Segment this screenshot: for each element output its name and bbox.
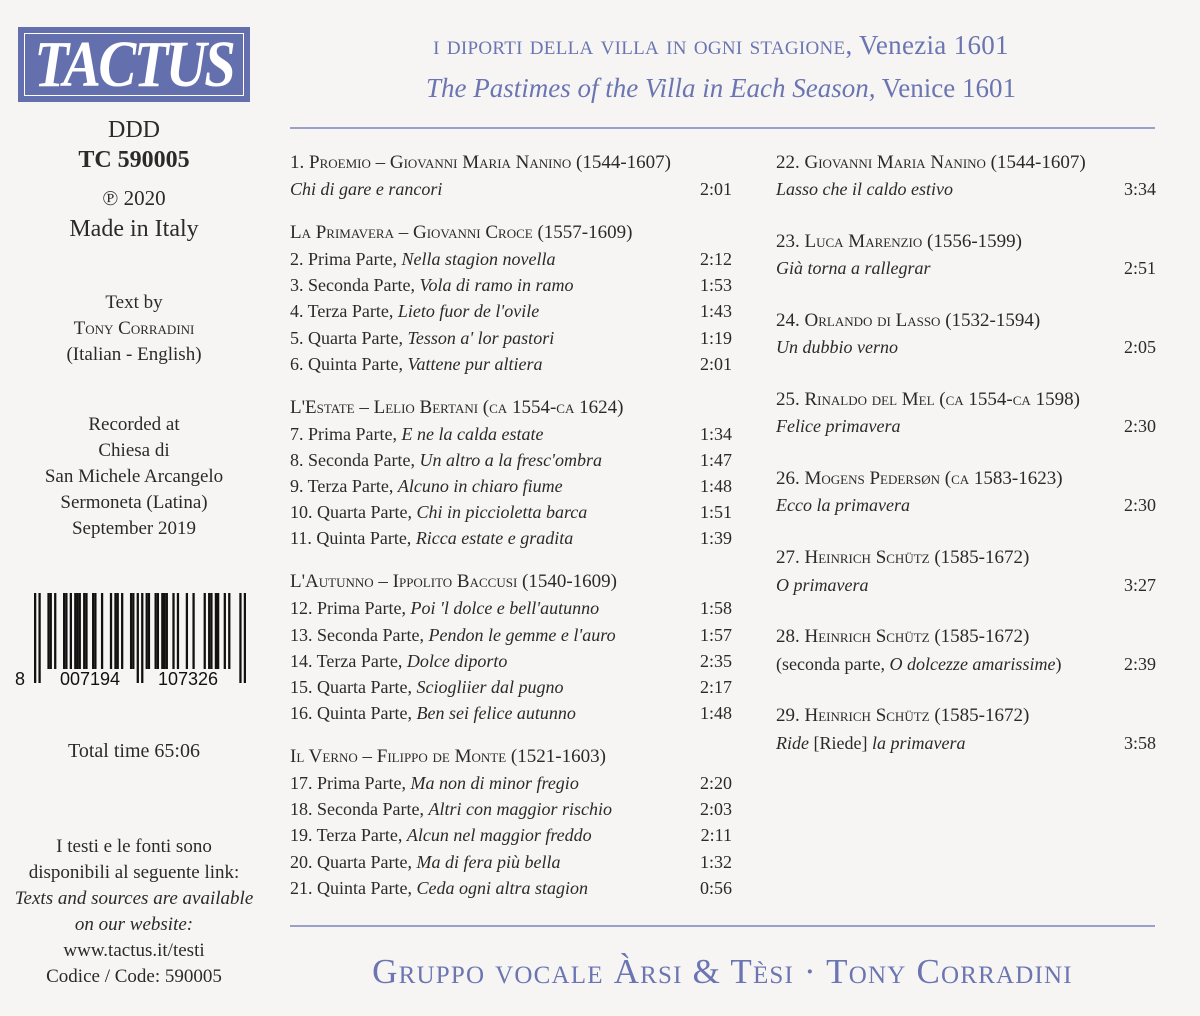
- track-row: [290, 176, 732, 202]
- track-group: [776, 150, 1156, 202]
- track-row: [290, 447, 732, 473]
- barcode-bar: [94, 593, 96, 669]
- track-title: E ne la calda estate: [401, 423, 544, 444]
- track-row: [776, 492, 1156, 518]
- track-duration: 2:17: [699, 676, 732, 697]
- barcode-bar: [79, 593, 81, 669]
- tactus-logo: [18, 27, 250, 102]
- track-duration: 3:58: [1123, 732, 1156, 753]
- code: Codice / Code: 590005: [46, 966, 222, 987]
- track-group: [290, 569, 732, 726]
- links-line-en: on our website:: [74, 914, 194, 935]
- barcode-bar: [110, 593, 112, 669]
- barcode-bar: [228, 593, 230, 669]
- tracklist-left: [290, 150, 732, 918]
- track-row: [290, 421, 732, 447]
- barcode-bar: [47, 593, 49, 669]
- barcode-bar: [141, 593, 143, 683]
- left-column: [0, 0, 268, 1016]
- total-time: Total time 65:06: [68, 740, 200, 762]
- track-title: Ecco la primavera: [776, 495, 910, 516]
- group-header: 26. Mogens Pedersøn (ca 1583-1623): [776, 468, 1063, 490]
- track-row: [290, 325, 732, 351]
- track-row: [776, 730, 1156, 756]
- barcode-bar: [186, 593, 188, 669]
- group-header: 22. Giovanni Maria Nanino (1544-1607): [776, 152, 1086, 173]
- barcode-bar: [114, 593, 116, 669]
- track-title: Ben sei felice autunno: [416, 703, 576, 724]
- track-row: [776, 255, 1156, 281]
- track-row: [290, 499, 732, 525]
- track-part: 3. Seconda Parte,: [290, 275, 420, 296]
- track-row: [290, 351, 732, 377]
- track-part: 6. Quinta Parte,: [290, 353, 408, 374]
- track-duration: 2:01: [699, 353, 732, 374]
- track-duration: 1:32: [699, 851, 732, 872]
- barcode-bar: [166, 593, 168, 669]
- barcode-bar: [177, 593, 179, 669]
- track-row: [776, 176, 1156, 202]
- logo-wordmark: TACTUS: [34, 27, 234, 101]
- track-suffix: la primavera: [867, 732, 966, 753]
- track-part: Ride: [776, 732, 814, 753]
- links-line-en: Texts and sources are available: [14, 888, 254, 909]
- track-duration: 2:30: [1123, 495, 1156, 516]
- track-row: [776, 334, 1156, 360]
- recorded-line: Sermoneta (Latina): [60, 492, 208, 513]
- format-label: DDD: [108, 117, 160, 143]
- track-title: Ricca estate e gradita: [415, 528, 574, 549]
- track-duration: 2:35: [699, 650, 732, 671]
- group-header: La Primavera – Giovanni Croce (1557-1609): [290, 221, 633, 243]
- track-row: [776, 413, 1156, 439]
- track-title: Già torna a rallegrar: [776, 258, 931, 279]
- track-duration: 1:58: [699, 598, 732, 619]
- recorded-line: San Michele Arcangelo: [44, 466, 224, 487]
- track-duration: 1:48: [699, 703, 732, 724]
- track-duration: 0:56: [699, 877, 732, 898]
- track-title: Pendon le gemme e l'auro: [428, 624, 616, 645]
- track-duration: 2:05: [1123, 337, 1156, 358]
- track-row: [290, 622, 732, 648]
- track-group: [776, 624, 1156, 676]
- group-header: 24. Orlando di Lasso (1532-1594): [776, 310, 1041, 332]
- track-part: 8. Seconda Parte,: [290, 449, 420, 470]
- group-header: Il Verno – Filippo de Monte (1521-1603): [290, 745, 606, 767]
- barcode-bar: [217, 593, 219, 669]
- track-duration: 2:30: [1123, 416, 1156, 437]
- origin: Made in Italy: [69, 216, 199, 242]
- track-title: Un altro a la fresc'ombra: [419, 449, 602, 470]
- track-row: [290, 822, 732, 848]
- track-part: 21. Quinta Parte,: [290, 877, 417, 898]
- barcode-bar: [50, 593, 52, 669]
- track-part: 17. Prima Parte,: [290, 772, 411, 793]
- track-title: Un dubbio verno: [776, 337, 898, 358]
- track-duration: 1:19: [699, 327, 732, 348]
- barcode-bar: [92, 593, 94, 669]
- track-group: [290, 220, 732, 377]
- title-italian-place: , Venezia 1601: [845, 30, 1009, 60]
- website-link[interactable]: www.tactus.it/testi: [63, 940, 205, 961]
- track-row: [776, 651, 1156, 677]
- barcode-bar: [117, 593, 119, 669]
- track-title: Ma di fera più bella: [416, 851, 561, 872]
- barcode-bar: [163, 593, 165, 669]
- barcode-bar: [192, 593, 194, 669]
- barcode-bar: [155, 593, 157, 669]
- track-duration: 3:27: [1123, 574, 1156, 595]
- barcode-bar: [54, 593, 56, 669]
- tracklist-right: [776, 150, 1156, 783]
- barcode-bar: [65, 593, 67, 669]
- track-group: [776, 387, 1156, 439]
- barcode-bar: [204, 593, 206, 669]
- barcode-bar: [70, 593, 72, 669]
- track-part: (seconda parte,: [776, 653, 890, 674]
- track-title: Ceda ogni altra stagion: [416, 877, 588, 898]
- title-italian-main: i diporti della villa in ogni stagione: [433, 30, 846, 60]
- barcode-bar: [76, 593, 78, 669]
- track-row: [290, 473, 732, 499]
- track-title: O dolcezze amarissime: [889, 653, 1056, 674]
- track-part: 9. Terza Parte,: [290, 476, 398, 497]
- track-title: Alcuno in chiaro fiume: [397, 476, 563, 497]
- barcode-bar: [85, 593, 87, 669]
- track-row: [290, 595, 732, 621]
- track-duration: 1:53: [699, 275, 732, 296]
- track-duration: 2:12: [699, 249, 732, 270]
- barcode-bar: [34, 593, 36, 683]
- barcode-bar: [224, 593, 226, 669]
- track-part: 2. Prima Parte,: [290, 249, 402, 270]
- track-group: [290, 395, 732, 552]
- text-by-lang: (Italian - English): [66, 344, 202, 365]
- track-group: [776, 545, 1156, 597]
- track-row: [290, 272, 732, 298]
- barcode-bar: [210, 593, 212, 669]
- track-duration: 1:39: [699, 528, 732, 549]
- track-duration: 2:39: [1123, 653, 1156, 674]
- track-duration: 2:20: [699, 772, 732, 793]
- track-part: 19. Terza Parte,: [290, 825, 407, 846]
- title-english-main: The Pastimes of the Villa in Each Season,: [426, 73, 876, 103]
- barcode-bar: [208, 593, 210, 669]
- track-part: 14. Terza Parte,: [290, 650, 407, 671]
- barcode-digits-first: 8: [14, 669, 26, 689]
- track-group: [776, 229, 1156, 281]
- track-title: Chi in piccioletta barca: [416, 502, 588, 523]
- track-duration: 1:48: [699, 476, 732, 497]
- performers: Gruppo vocale Àrsi & Tèsi · Tony Corradini: [372, 952, 1073, 991]
- track-duration: 1:57: [699, 624, 732, 645]
- group-header: 29. Heinrich Schütz (1585-1672): [776, 705, 1030, 727]
- recorded-line: Chiesa di: [98, 440, 170, 461]
- track-row: [290, 298, 732, 324]
- track-group: [290, 150, 732, 202]
- track-duration: 2:51: [1123, 258, 1156, 279]
- barcode-bar: [132, 593, 134, 669]
- track-suffix: ): [1055, 653, 1062, 674]
- barcode-bar: [172, 593, 174, 669]
- barcode: [14, 593, 246, 689]
- recorded-line: September 2019: [71, 518, 196, 539]
- links-line: I testi e le fonti sono: [56, 836, 212, 857]
- barcode-bar: [130, 593, 132, 669]
- track-part: 10. Quarta Parte,: [290, 502, 417, 523]
- track-duration: 1:43: [699, 301, 732, 322]
- recorded-line: Recorded at: [88, 414, 180, 435]
- track-duration: 2:01: [699, 179, 732, 200]
- group-header: L'Autunno – Ippolito Baccusi (1540-1609): [290, 571, 618, 593]
- track-duration: 3:34: [1123, 179, 1156, 200]
- track-part: 11. Quinta Parte,: [290, 528, 416, 549]
- barcode-bar: [148, 593, 150, 669]
- barcode-bar: [74, 593, 76, 669]
- track-title: Chi di gare e rancori: [290, 179, 443, 200]
- track-title: Felice primavera: [776, 416, 901, 437]
- track-part: 20. Quarta Parte,: [290, 851, 417, 872]
- barcode-bar: [157, 593, 159, 669]
- track-title: O primavera: [776, 574, 869, 595]
- track-row: [290, 700, 732, 726]
- track-part: 13. Seconda Parte,: [290, 624, 429, 645]
- links-line: disponibili al seguente link:: [28, 862, 240, 883]
- track-title: Lieto fuor de l'ovile: [397, 301, 540, 322]
- track-group: [776, 466, 1156, 518]
- track-part: 5. Quarta Parte,: [290, 327, 408, 348]
- track-row: [290, 770, 732, 796]
- track-part: 12. Prima Parte,: [290, 598, 411, 619]
- track-row: [290, 246, 732, 272]
- track-duration: 1:47: [699, 449, 732, 470]
- title-english: [290, 70, 1152, 106]
- top-divider: [290, 127, 1155, 129]
- title-english-place: Venice 1601: [875, 73, 1016, 103]
- track-title: Nella stagion novella: [401, 249, 556, 270]
- track-title: Lasso che il caldo estivo: [776, 179, 953, 200]
- track-part: 15. Quarta Parte,: [290, 676, 417, 697]
- catalog-number: TC 590005: [78, 147, 190, 173]
- barcode-bar: [215, 593, 217, 669]
- bottom-divider: [290, 925, 1155, 927]
- track-title: Vattene pur altiera: [407, 353, 543, 374]
- track-title: Altri con maggior rischio: [428, 799, 612, 820]
- barcode-bar: [121, 593, 123, 669]
- barcode-digits-left: 007194: [59, 669, 121, 689]
- copyright: ℗ 2020: [102, 186, 166, 210]
- barcode-bar: [63, 593, 65, 669]
- track-duration: 1:34: [699, 423, 732, 444]
- barcode-bar: [101, 593, 103, 669]
- text-by-name: Tony Corradini: [73, 318, 195, 339]
- track-row: [290, 849, 732, 875]
- track-duration: 2:03: [699, 799, 732, 820]
- group-header: 23. Luca Marenzio (1556-1599): [776, 231, 1022, 253]
- track-title: Vola di ramo in ramo: [419, 275, 574, 296]
- track-row: [290, 674, 732, 700]
- track-title: Tesson a' lor pastori: [407, 327, 555, 348]
- text-by-label: Text by: [105, 292, 163, 313]
- track-row: [290, 525, 732, 551]
- track-part: 18. Seconda Parte,: [290, 799, 429, 820]
- track-group: [776, 308, 1156, 360]
- group-header: L'Estate – Lelio Bertani (ca 1554-ca 1624): [290, 396, 624, 418]
- barcode-digits-right: 107326: [157, 669, 219, 689]
- track-duration: 1:51: [699, 502, 732, 523]
- track-row: [290, 648, 732, 674]
- barcode-bar: [38, 593, 40, 683]
- track-group: [290, 744, 732, 901]
- barcode-bar: [239, 593, 241, 683]
- track-title: Sciogliier dal pugno: [416, 676, 564, 697]
- track-title: Ma non di minor fregio: [410, 772, 579, 793]
- group-header: 1. Proemio – Giovanni Maria Nanino (1544-1607): [290, 152, 671, 173]
- title-italian: [290, 27, 1152, 63]
- track-group: [776, 703, 1156, 755]
- barcode-bar: [146, 593, 148, 669]
- barcode-bar: [161, 593, 163, 669]
- track-title: Poi 'l dolce e bell'autunno: [410, 598, 600, 619]
- track-duration: 2:11: [700, 825, 732, 846]
- track-part: 7. Prima Parte,: [290, 423, 402, 444]
- track-part: 16. Quinta Parte,: [290, 703, 417, 724]
- track-title: Dolce diporto: [406, 650, 508, 671]
- group-header: 28. Heinrich Schütz (1585-1672): [776, 626, 1030, 648]
- track-title: Alcun nel maggior freddo: [406, 825, 592, 846]
- group-header: 25. Rinaldo del Mel (ca 1554-ca 1598): [776, 389, 1080, 411]
- track-part: 4. Terza Parte,: [290, 301, 398, 322]
- barcode-bar: [83, 593, 85, 669]
- barcode-bar: [244, 593, 246, 683]
- track-title: [Riede]: [813, 732, 868, 753]
- barcode-bar: [137, 593, 139, 683]
- track-row: [290, 875, 732, 901]
- track-row: [290, 796, 732, 822]
- group-header: 27. Heinrich Schütz (1585-1672): [776, 547, 1030, 569]
- track-row: [776, 572, 1156, 598]
